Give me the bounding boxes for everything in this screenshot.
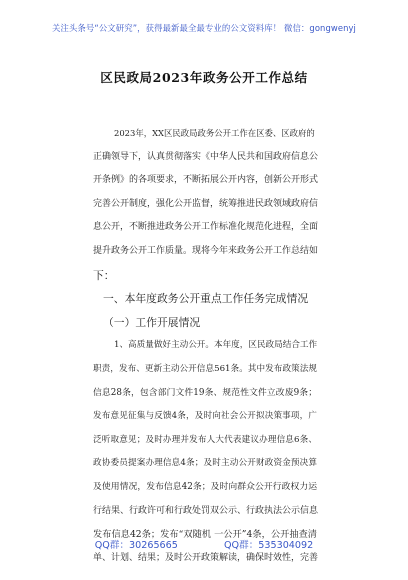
paragraph-line: 1、高质量做好主动公开。本年度，区民政局结合工作 xyxy=(114,340,318,351)
document-body xyxy=(93,122,317,570)
paragraph-line: 正确领导下，认真贯彻落实《中华人民共和国政府信息公 xyxy=(93,151,319,162)
footer-contacts xyxy=(0,537,408,551)
paragraph-line: 下： xyxy=(93,268,115,282)
paragraph-line: 2023年，XX区民政局政务公开工作在区委、区政府的 xyxy=(114,128,315,138)
qq-group-1: QQ群：30265665 xyxy=(94,540,178,551)
header-banner: 关注头条号“公文研究”，获得最新最全最专业的公文资料库！ 微信：gongwenyj xyxy=(52,23,356,33)
paragraph-line: 单、计划、结果；及时公开政策解读，确保时效性，完善 xyxy=(93,552,319,563)
paragraph-line: 及使用情况，发布信息42条；及时向群众公开行政权力运 xyxy=(93,481,317,492)
paragraph-line: 息公开，不断推进政务公开工作标准化规范化进程，全面 xyxy=(93,222,319,233)
paragraph-line: 开条例》的各项要求，不断拓展公开内容，创新公开形式 xyxy=(93,175,319,186)
paragraph-line: 提升政务公开工作质量。现将今年来政务公开工作总结如 xyxy=(93,245,319,256)
paragraph-line: 行结果、行政许可和行政处罚双公示、行政执法公示信息 xyxy=(93,505,319,516)
paragraph-line: 完善公开制度，强化公开监督，统筹推进民政领域政府信 xyxy=(93,198,319,209)
document-title: 区民政局2023年政务公开工作总结 xyxy=(100,70,308,85)
paragraph-line: 信息28条，包含部门文件19条、规范性文件立改废9条； xyxy=(93,387,317,398)
qq-group-2: QQ群：535304092 xyxy=(224,540,314,551)
paragraph-line: 发布意见征集与反馈4条，及时向社会公开拟决策事项，广 xyxy=(93,411,317,422)
section-heading: 一、本年度政务公开重点工作任务完成情况 xyxy=(103,292,309,306)
paragraph-line: 职责，发布、更新主动公开信息561条。其中发布政策法规 xyxy=(93,363,317,374)
paragraph-line: 泛听取意见；及时办理并发布人大代表建议办理信息6条、 xyxy=(93,434,317,445)
paragraph-line: 发布信息42条；发布“双随机 一公开”4条，公开抽查清 xyxy=(93,529,317,541)
subsection-heading: （一）工作开展情况 xyxy=(103,315,201,329)
paragraph-line: 政协委员提案办理信息4条；及时主动公开财政资金预决算 xyxy=(93,458,317,469)
